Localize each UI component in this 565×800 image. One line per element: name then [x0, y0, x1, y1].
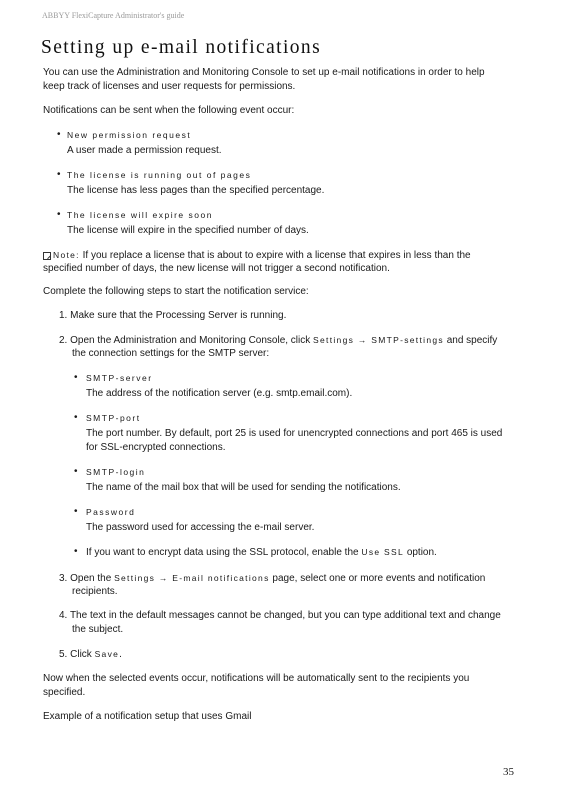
steps-intro: Complete the following steps to start the notification service:: [43, 286, 309, 297]
event-desc: A user made a permission request.: [67, 145, 222, 156]
step-text: The text in the default messages cannot be changed, but you can type additional text and change: [69, 610, 501, 621]
note-label: Note:: [53, 250, 80, 260]
step-3: [59, 571, 485, 586]
smtp-desc: The password used for accessing the e-mail server.: [86, 522, 315, 533]
step-4-line-2: the subject.: [72, 624, 124, 635]
page-title: Setting up e-mail notifications: [41, 37, 322, 58]
step-3-line-2: recipients.: [72, 586, 118, 597]
bullet: •: [57, 209, 61, 220]
note-text-2: specified number of days, the new license will not trigger a second notification.: [43, 263, 390, 274]
event-term: New permission request: [67, 130, 192, 140]
smtp-desc: The port number. By default, port 25 is used for unencrypted connections and port 465 is used: [86, 428, 503, 439]
bullet: •: [57, 129, 61, 140]
step-text: .: [119, 649, 122, 660]
step-number: 2.: [59, 335, 68, 346]
closing-line-2: specified.: [43, 687, 86, 698]
ssl-option: Use SSL: [361, 547, 405, 557]
intro-line-1: You can use the Administration and Monitoring Console to set up e-mail notifications in order to help: [43, 67, 485, 78]
closing-line-1: Now when the selected events occur, notifications will be automatically sent to the recipients you: [43, 673, 470, 684]
step-text: page, select one or more events and notification: [272, 573, 486, 584]
event-desc: The license has less pages than the specified percentage.: [67, 185, 325, 196]
smtp-term: SMTP-port: [86, 413, 141, 423]
running-header: ABBYY FlexiCapture Administrator's guide: [42, 11, 185, 20]
menu-path: Settings → SMTP-settings: [313, 335, 444, 345]
note-icon: [43, 252, 51, 260]
step-number: 3.: [59, 573, 68, 584]
menu-path: Settings → E-mail notifications: [114, 573, 270, 583]
smtp-term: SMTP-server: [86, 373, 153, 383]
bullet: •: [74, 466, 78, 477]
step-number: 1.: [59, 310, 68, 321]
event-term: The license will expire soon: [67, 210, 213, 220]
events-intro: Notifications can be sent when the following event occur:: [43, 105, 295, 116]
bullet: •: [74, 412, 78, 423]
bullet: •: [74, 546, 78, 557]
step-text: Open the: [70, 573, 112, 584]
smtp-term: Password: [86, 507, 136, 517]
save-command: Save: [94, 649, 120, 659]
step-2-line-2: the connection settings for the SMTP server:: [72, 348, 270, 359]
step-text: Make sure that the Processing Server is running.: [70, 310, 287, 321]
event-term: The license is running out of pages: [67, 170, 252, 180]
step-number: 5.: [59, 649, 68, 660]
bullet: •: [74, 372, 78, 383]
bullet: •: [74, 506, 78, 517]
smtp-desc: The name of the mail box that will be used for sending the notifications.: [86, 482, 401, 493]
step-text: Open the Administration and Monitoring Console, click: [70, 335, 311, 346]
step-5: [59, 647, 122, 662]
step-2: [59, 333, 497, 348]
step-text: and specify: [446, 335, 498, 346]
smtp-desc: for SSL-encrypted connections.: [86, 442, 226, 453]
ssl-item: [86, 545, 437, 560]
page-number: 35: [503, 766, 514, 778]
intro-line-2: keep track of licenses and user requests for permissions.: [43, 81, 296, 92]
step-4: [59, 609, 501, 623]
step-text: Click: [70, 649, 92, 660]
note-text: If you replace a license that is about to expire with a license that expires in less than the: [82, 250, 471, 261]
example-caption: Example of a notification setup that uses Gmail: [43, 711, 252, 722]
bullet: •: [57, 169, 61, 180]
step-1: [59, 309, 286, 323]
smtp-term: SMTP-login: [86, 467, 146, 477]
ssl-text: If you want to encrypt data using the SSL protocol, enable the: [86, 547, 359, 558]
smtp-desc: The address of the notification server (e.g. smtp.email.com).: [86, 388, 353, 399]
event-desc: The license will expire in the specified number of days.: [67, 225, 309, 236]
ssl-text: option.: [406, 547, 437, 558]
step-number: 4.: [59, 610, 68, 621]
